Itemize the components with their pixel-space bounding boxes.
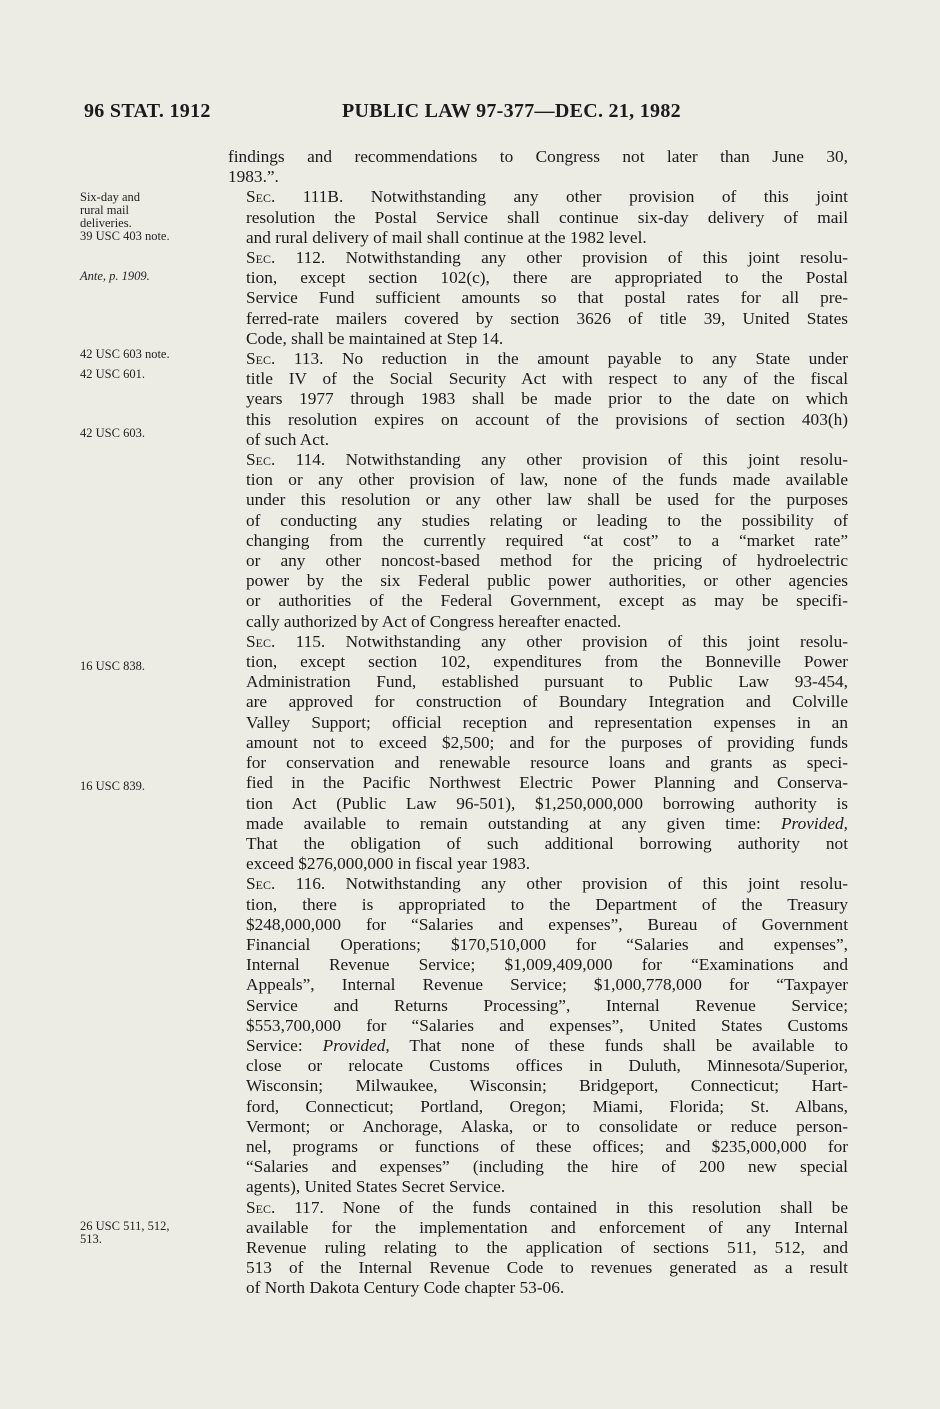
margin-note-line: Six-day and xyxy=(80,190,141,204)
margin-note-line: deliveries. xyxy=(80,216,132,230)
margin-note-line: rural mail xyxy=(80,203,129,217)
margin-note-ante: Ante, p. 1909. xyxy=(80,269,150,283)
margin-note-line: 26 USC 511, 512, xyxy=(80,1219,170,1233)
margin-note-16usc838: 16 USC 838. xyxy=(80,659,145,673)
section-114: Sec. 114. Notwithstanding any other provision of this joint resolu- tion or any other provision of law, none of the funds made available under this resolution or any other law shall be used for the purposes of conducting any studies relating or leading to the possibility of changing from the currently required “at cost” to a “market rate” or any other noncost-based method for the pricing of hydroelectric power by the six Federal public power authorities, or other agencies or authorities of the Federal Government, except as may be specifi- cally authorized by Act of Congress hereafter enacted. xyxy=(246,450,848,631)
section-113: Sec. 113. No reduction in the amount payable to any State under title IV of the Social Security Act with respect to any of the fiscal years 1977 through 1983 shall be made prior to the date on which this resolution expires on account of the provisions of section 403(h) of such Act. xyxy=(246,349,848,449)
margin-note-42usc603note: 42 USC 603 note. xyxy=(80,347,170,361)
section-116: Sec. 116. Notwithstanding any other provision of this joint resolu- tion, there is appropriated to the Department of the Treasury $248,000,000 for “Salaries and expenses”, Bureau of Government Financial Operations; $170,510,000 for “Salaries and expenses”, Internal Revenue Service; $1,009,409,000 for “Examinations and Appeals”, Internal Revenue Service; $1,000,778,000 for “Taxpayer Service and Returns Processing”, Internal Revenue Service; $553,700,000 for “Salaries and expenses”, United States Customs Service: Provided, That none of these funds shall be available to close or relocate Customs offices in Duluth, Minnesota/Superior, Wisconsin; Milwaukee, Wisconsin; Bridgeport, Connecticut; Hart- ford, Connecticut; Portland, Oregon; Miami, Florida; St. Albans, Vermont; or Anchorage, Alaska, or to consolidate or reduce person- nel, programs or functions of these offices; and $235,000,000 for “Salaries and expenses” (including the hire of 200 new special agents), United States Secret Service. xyxy=(246,874,848,1197)
section-label: Sec. xyxy=(246,187,276,207)
section-label: Sec. xyxy=(246,1197,276,1217)
statute-citation: 96 STAT. 1912 xyxy=(84,100,211,122)
margin-note-sixday xyxy=(80,191,170,243)
public-law-title: PUBLIC LAW 97-377—DEC. 21, 1982 xyxy=(342,100,681,122)
body-text xyxy=(228,147,848,1299)
margin-note-16usc839: 16 USC 839. xyxy=(80,779,145,793)
section-label: Sec. xyxy=(246,248,276,268)
margin-note-42usc603: 42 USC 603. xyxy=(80,426,145,440)
section-111b: Sec. 111B. Notwithstanding any other provision of this joint resolution the Postal Service shall continue six-day delivery of mail and rural delivery of mail shall continue at the 1982 level. xyxy=(246,187,848,247)
section-117: Sec. 117. None of the funds contained in this resolution shall be available for the implementation and enforcement of any Internal Revenue ruling relating to the application of sections 511, 512, and 513 of the Internal Revenue Code to revenues generated as a result of North Dakota Century Code chapter 53-06. xyxy=(246,1197,848,1298)
margin-note-26usc511 xyxy=(80,1220,169,1246)
section-label: Sec. xyxy=(246,349,276,369)
section-label: Sec. xyxy=(246,450,276,470)
section-label: Sec. xyxy=(246,874,276,894)
section-115: Sec. 115. Notwithstanding any other provision of this joint resolu- tion, except section 102, expenditures from the Bonneville Power Administration Fund, established pursuant to Public Law 93-454, are approved for construction of Boundary Integration and Colville Valley Support; official reception and representation expenses in an amount not to exceed $2,500; and for the purposes of providing funds for conservation and renewable resource loans and grants as speci- fied in the Pacific Northwest Electric Power Planning and Conserva- tion Act (Public Law 96-501), $1,250,000,000 borrowing authority is made available to remain outstanding at any given time: Provided, That the obligation of such additional borrowing authority not exceed $276,000,000 in fiscal year 1983. xyxy=(246,631,848,874)
paragraph-continuation: findings and recommendations to Congress not later than June 30, 1983.”. xyxy=(228,147,848,187)
section-112: Sec. 112. Notwithstanding any other provision of this joint resolu- tion, except section 102(c), there are appropriated to the Postal Service Fund sufficient amounts so that postal rates for all pre- ferred-rate mailers covered by section 3626 of title 39, United States Code, shall be maintained at Step 14. xyxy=(246,248,848,348)
margin-note-line: 39 USC 403 note. xyxy=(80,229,170,243)
margin-note-line: 513. xyxy=(80,1232,102,1246)
section-label: Sec. xyxy=(246,631,276,651)
page-header xyxy=(84,100,844,130)
margin-note-42usc601: 42 USC 601. xyxy=(80,367,145,381)
